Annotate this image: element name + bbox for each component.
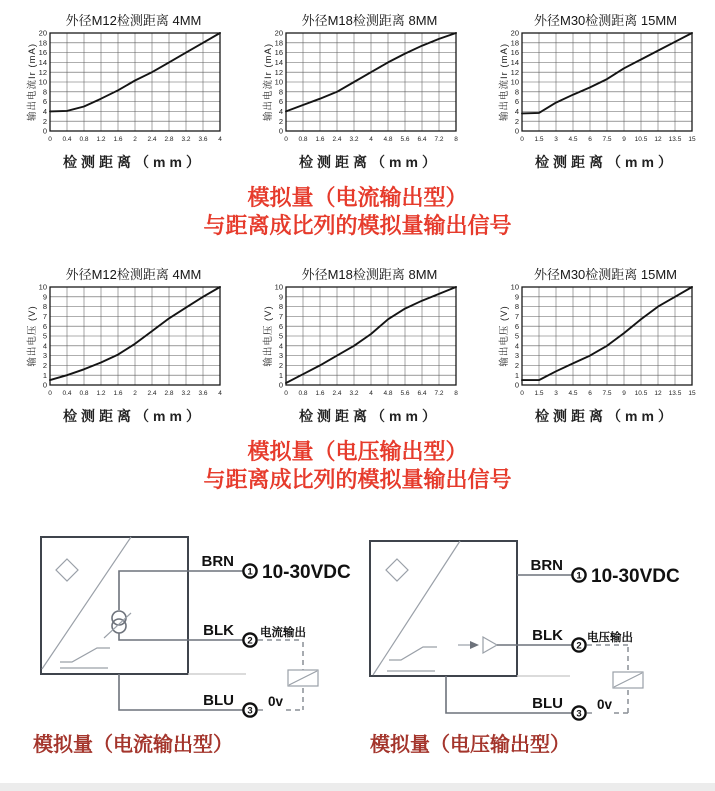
y-axis-title: 输出电流Ir (mA) bbox=[27, 42, 38, 122]
chart-plot bbox=[494, 30, 700, 152]
chart-plot bbox=[22, 30, 228, 152]
terminal-2-number: 2 bbox=[247, 635, 253, 647]
y-tick-label: 8 bbox=[514, 87, 519, 97]
y-tick-label: 5 bbox=[42, 331, 47, 341]
y-tick-label: 6 bbox=[278, 97, 283, 107]
terminal-2 bbox=[243, 633, 256, 646]
y-tick-label: 16 bbox=[38, 48, 47, 58]
chart-title: 外径M18检测距离 8MM bbox=[301, 13, 438, 28]
x-tick-label: 0.4 bbox=[62, 136, 72, 143]
x-tick-label: 0 bbox=[520, 390, 524, 397]
y-tick-label: 4 bbox=[278, 341, 283, 351]
x-tick-label: 4 bbox=[369, 390, 373, 397]
x-tick-label: 15 bbox=[688, 390, 696, 397]
chart-3 bbox=[6, 266, 237, 426]
power-label: 10-30VDC bbox=[591, 566, 680, 587]
output-label: 电流输出 bbox=[260, 627, 306, 639]
current-charts-row bbox=[0, 12, 715, 172]
x-tick-label: 4 bbox=[218, 390, 222, 397]
current-output-heading bbox=[0, 184, 715, 240]
y-tick-label: 8 bbox=[42, 302, 47, 312]
x-tick-label: 4 bbox=[369, 136, 373, 143]
x-tick-label: 8 bbox=[454, 136, 458, 143]
x-tick-label: 1.5 bbox=[534, 136, 544, 143]
sensor-box bbox=[41, 537, 188, 674]
y-tick-label: 4 bbox=[514, 341, 519, 351]
x-tick-label: 7.5 bbox=[602, 136, 612, 143]
power-label: 10-30VDC bbox=[262, 562, 351, 583]
heading-line2: 与距离成比列的模拟量输出信号 bbox=[203, 467, 512, 492]
sensor-box bbox=[370, 541, 517, 676]
y-tick-label: 18 bbox=[38, 38, 47, 48]
x-tick-label: 0.4 bbox=[62, 390, 72, 397]
y-tick-label: 16 bbox=[510, 48, 519, 58]
brn-label: BRN bbox=[201, 553, 234, 570]
y-tick-label: 1 bbox=[278, 370, 283, 380]
x-tick-label: 15 bbox=[688, 136, 696, 143]
x-tick-label: 1.6 bbox=[113, 390, 123, 397]
x-tick-label: 10.5 bbox=[634, 136, 648, 143]
y-tick-label: 6 bbox=[42, 321, 47, 331]
x-tick-label: 0 bbox=[284, 390, 288, 397]
terminal-1-number: 1 bbox=[576, 570, 582, 582]
blk-label: BLK bbox=[532, 627, 563, 644]
x-tick-label: 3.2 bbox=[181, 390, 191, 397]
load-resistor-icon bbox=[613, 672, 643, 688]
output-label: 电压输出 bbox=[587, 632, 633, 644]
chart-plot bbox=[258, 30, 464, 152]
y-tick-label: 2 bbox=[278, 116, 283, 126]
chart-plot bbox=[494, 284, 700, 406]
y-tick-label: 1 bbox=[514, 370, 519, 380]
y-tick-label: 4 bbox=[42, 107, 47, 116]
voltage-output-heading bbox=[0, 438, 715, 494]
chart-4 bbox=[242, 266, 473, 426]
chart-title: 外径M12检测距离 4MM bbox=[65, 13, 202, 28]
terminal-1-number: 1 bbox=[247, 566, 253, 578]
footer-bar bbox=[0, 783, 715, 791]
x-tick-label: 2.8 bbox=[164, 136, 174, 143]
y-tick-label: 0 bbox=[42, 126, 47, 136]
terminal-3-number: 3 bbox=[576, 708, 582, 720]
y-axis-title: 输出电流Ir (mA) bbox=[263, 42, 274, 122]
y-tick-label: 2 bbox=[42, 361, 47, 370]
current-diagram-caption: 模拟量（电流输出型） bbox=[33, 734, 233, 756]
y-tick-label: 6 bbox=[278, 321, 283, 331]
x-tick-label: 2 bbox=[133, 390, 137, 397]
x-tick-label: 0.8 bbox=[79, 136, 89, 143]
x-tick-label: 3.2 bbox=[181, 136, 191, 143]
x-tick-label: 1.5 bbox=[534, 390, 544, 397]
y-axis-title: 输出电流Ir (mA) bbox=[499, 42, 510, 122]
y-tick-label: 6 bbox=[42, 97, 47, 107]
x-tick-label: 1.6 bbox=[315, 390, 325, 397]
blu-label: BLU bbox=[532, 695, 563, 712]
x-tick-label: 5.6 bbox=[400, 136, 410, 143]
x-tick-label: 3.2 bbox=[349, 136, 359, 143]
brn-wire bbox=[119, 571, 250, 610]
y-tick-label: 6 bbox=[514, 97, 519, 107]
y-tick-label: 14 bbox=[38, 58, 47, 67]
current-source-icon bbox=[104, 611, 131, 638]
y-tick-label: 8 bbox=[514, 302, 519, 312]
x-tick-label: 6.4 bbox=[417, 136, 427, 143]
x-tick-label: 1.6 bbox=[315, 136, 325, 143]
diamond-icon bbox=[386, 559, 408, 581]
x-tick-label: 5.6 bbox=[400, 390, 410, 397]
y-tick-label: 0 bbox=[514, 380, 519, 390]
x-tick-label: 6 bbox=[588, 136, 592, 143]
blk-label: BLK bbox=[203, 622, 234, 639]
y-tick-label: 2 bbox=[514, 116, 519, 126]
x-tick-label: 0.8 bbox=[79, 390, 89, 397]
y-tick-label: 7 bbox=[278, 312, 283, 321]
x-tick-label: 0.8 bbox=[298, 136, 308, 143]
x-tick-label: 6.4 bbox=[417, 390, 427, 397]
y-tick-label: 14 bbox=[510, 58, 519, 67]
y-tick-label: 10 bbox=[38, 77, 47, 87]
y-tick-label: 0 bbox=[42, 380, 47, 390]
x-tick-label: 4 bbox=[218, 136, 222, 143]
y-tick-label: 0 bbox=[278, 380, 283, 390]
y-tick-label: 3 bbox=[42, 351, 47, 361]
heading-line2: 与距离成比列的模拟量输出信号 bbox=[203, 213, 512, 238]
chart-title: 外径M12检测距离 4MM bbox=[65, 267, 202, 282]
y-tick-label: 9 bbox=[42, 292, 47, 302]
x-tick-label: 1.6 bbox=[113, 136, 123, 143]
x-tick-label: 7.2 bbox=[434, 136, 444, 143]
y-tick-label: 12 bbox=[510, 67, 519, 77]
y-tick-label: 18 bbox=[274, 38, 283, 48]
x-tick-label: 3.6 bbox=[198, 136, 208, 143]
x-tick-label: 3 bbox=[554, 390, 558, 397]
diagonal-line bbox=[42, 537, 131, 669]
x-tick-label: 2.4 bbox=[147, 136, 157, 143]
y-tick-label: 7 bbox=[42, 312, 47, 321]
zero-volt-label: 0v bbox=[268, 694, 284, 709]
chart-title: 外径M30检测距离 15MM bbox=[533, 267, 678, 282]
x-tick-label: 4.8 bbox=[383, 390, 393, 397]
x-tick-label: 2 bbox=[133, 136, 137, 143]
y-tick-label: 16 bbox=[274, 48, 283, 58]
ramp-signal-icon bbox=[387, 647, 437, 671]
y-tick-label: 8 bbox=[278, 87, 283, 97]
y-tick-label: 20 bbox=[274, 30, 283, 38]
y-tick-label: 10 bbox=[38, 284, 47, 292]
y-tick-label: 8 bbox=[278, 302, 283, 312]
y-tick-label: 5 bbox=[514, 331, 519, 341]
x-tick-label: 2.4 bbox=[147, 390, 157, 397]
blu-label: BLU bbox=[203, 692, 234, 709]
y-tick-label: 1 bbox=[42, 370, 47, 380]
x-tick-label: 13.5 bbox=[668, 136, 682, 143]
x-tick-label: 2.4 bbox=[332, 136, 342, 143]
y-tick-label: 2 bbox=[278, 361, 283, 370]
x-tick-label: 2.8 bbox=[164, 390, 174, 397]
terminal-2-number: 2 bbox=[576, 640, 582, 652]
y-tick-label: 4 bbox=[278, 107, 283, 116]
heading-line1: 模拟量（电流输出型） bbox=[247, 185, 468, 210]
terminal-1 bbox=[243, 564, 256, 577]
chart-0 bbox=[6, 12, 237, 172]
y-tick-label: 9 bbox=[514, 292, 519, 302]
terminal-3 bbox=[572, 706, 585, 719]
y-tick-label: 2 bbox=[514, 361, 519, 370]
x-tick-label: 12 bbox=[654, 136, 662, 143]
x-tick-label: 7.2 bbox=[434, 390, 444, 397]
page bbox=[0, 12, 715, 758]
x-tick-label: 8 bbox=[454, 390, 458, 397]
x-axis-title: 检测距离（mm） bbox=[63, 154, 204, 170]
current-output-wiring-diagram bbox=[20, 530, 365, 726]
x-tick-label: 3.2 bbox=[349, 390, 359, 397]
x-tick-label: 6 bbox=[588, 390, 592, 397]
voltage-charts-row bbox=[0, 266, 715, 426]
y-tick-label: 0 bbox=[278, 126, 283, 136]
x-tick-label: 4.8 bbox=[383, 136, 393, 143]
wiring-section bbox=[0, 530, 715, 758]
x-tick-label: 0 bbox=[284, 136, 288, 143]
y-tick-label: 3 bbox=[278, 351, 283, 361]
y-tick-label: 4 bbox=[514, 107, 519, 116]
chart-2 bbox=[478, 12, 709, 172]
x-axis-title: 检测距离（mm） bbox=[299, 154, 440, 170]
x-axis-title: 检测距离（mm） bbox=[535, 408, 676, 424]
x-axis-title: 检测距离（mm） bbox=[63, 408, 204, 424]
heading-line1: 模拟量（电压输出型） bbox=[247, 439, 468, 464]
x-tick-label: 7.5 bbox=[602, 390, 612, 397]
voltage-diagram-caption: 模拟量（电压输出型） bbox=[370, 734, 570, 756]
y-tick-label: 12 bbox=[274, 67, 283, 77]
brn-label: BRN bbox=[530, 557, 563, 574]
x-tick-label: 9 bbox=[622, 390, 626, 397]
y-tick-label: 6 bbox=[514, 321, 519, 331]
chart-title: 外径M30检测距离 15MM bbox=[533, 13, 678, 28]
x-tick-label: 2.4 bbox=[332, 390, 342, 397]
x-tick-label: 3 bbox=[554, 136, 558, 143]
x-tick-label: 1.2 bbox=[96, 390, 106, 397]
y-tick-label: 3 bbox=[514, 351, 519, 361]
x-tick-label: 0 bbox=[520, 136, 524, 143]
diamond-icon bbox=[56, 559, 78, 581]
y-tick-label: 14 bbox=[274, 58, 283, 67]
y-tick-label: 0 bbox=[514, 126, 519, 136]
x-tick-label: 4.5 bbox=[568, 136, 578, 143]
y-tick-label: 12 bbox=[38, 67, 47, 77]
chart-plot bbox=[22, 284, 228, 406]
y-tick-label: 4 bbox=[42, 341, 47, 351]
y-tick-label: 20 bbox=[510, 30, 519, 38]
terminal-3-number: 3 bbox=[247, 705, 253, 717]
chart-plot bbox=[258, 284, 464, 406]
y-tick-label: 10 bbox=[274, 77, 283, 87]
terminal-3 bbox=[243, 703, 256, 716]
terminal-2 bbox=[572, 638, 585, 651]
y-tick-label: 2 bbox=[42, 116, 47, 126]
y-tick-label: 10 bbox=[274, 284, 283, 292]
y-tick-label: 8 bbox=[42, 87, 47, 97]
diagonal-line bbox=[373, 541, 460, 675]
voltage-output-wiring-diagram bbox=[358, 530, 703, 726]
x-tick-label: 10.5 bbox=[634, 390, 648, 397]
y-axis-title: 输出电压 (V) bbox=[263, 305, 274, 367]
x-tick-label: 4.5 bbox=[568, 390, 578, 397]
ramp-signal-icon bbox=[60, 648, 110, 668]
y-tick-label: 18 bbox=[510, 38, 519, 48]
x-tick-label: 1.2 bbox=[96, 136, 106, 143]
load-resistor-icon bbox=[288, 670, 318, 686]
y-tick-label: 10 bbox=[510, 77, 519, 87]
x-tick-label: 3.6 bbox=[198, 390, 208, 397]
y-axis-title: 输出电压 (V) bbox=[499, 305, 510, 367]
terminal-1 bbox=[572, 568, 585, 581]
chart-1 bbox=[242, 12, 473, 172]
x-tick-label: 0.8 bbox=[298, 390, 308, 397]
x-tick-label: 0 bbox=[48, 390, 52, 397]
y-tick-label: 5 bbox=[278, 331, 283, 341]
x-axis-title: 检测距离（mm） bbox=[299, 408, 440, 424]
y-tick-label: 9 bbox=[278, 292, 283, 302]
y-tick-label: 10 bbox=[510, 284, 519, 292]
x-axis-title: 检测距离（mm） bbox=[535, 154, 676, 170]
amplifier-icon bbox=[458, 637, 497, 653]
x-tick-label: 13.5 bbox=[668, 390, 682, 397]
y-axis-title: 输出电压 (V) bbox=[27, 305, 38, 367]
y-tick-label: 7 bbox=[514, 312, 519, 321]
x-tick-label: 0 bbox=[48, 136, 52, 143]
x-tick-label: 12 bbox=[654, 390, 662, 397]
zero-volt-label: 0v bbox=[597, 697, 613, 712]
y-tick-label: 20 bbox=[38, 30, 47, 38]
x-tick-label: 9 bbox=[622, 136, 626, 143]
chart-5 bbox=[478, 266, 709, 426]
chart-title: 外径M18检测距离 8MM bbox=[301, 267, 438, 282]
